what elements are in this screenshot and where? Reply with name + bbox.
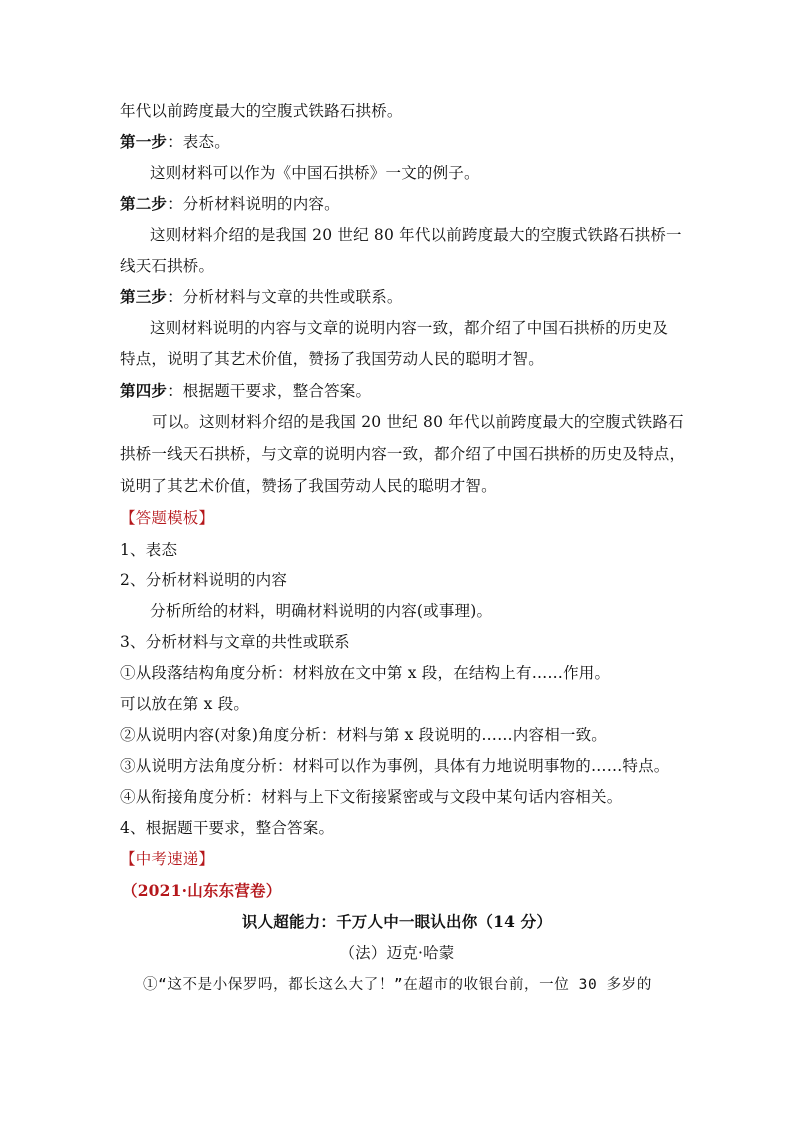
step-three-label: 第三步	[120, 287, 168, 306]
text-line: 这则材料介绍的是我国 20 世纪 80 年代以前跨度最大的空腹式铁路石拱桥一	[150, 226, 682, 244]
step-three-text: ：分析材料与文章的共性或联系。	[167, 288, 403, 306]
text-line: 特点，说明了其艺术价值，赞扬了我国劳动人民的聪明才智。	[120, 350, 544, 368]
step-one-line	[120, 132, 680, 152]
text-line: 线天石拱桥。	[120, 257, 215, 275]
template-item: 4、根据题干要求，整合答案。	[120, 819, 335, 837]
text-line: 年代以前跨度最大的空腹式铁路石拱桥。	[120, 102, 403, 120]
template-subitem: ③从说明方法角度分析：材料可以作为事例，具体有力地说明事物的……特点。	[120, 757, 670, 775]
step-one-text: ：表态。	[167, 133, 230, 151]
section-heading-template: 【答题模板】	[120, 509, 215, 527]
step-four-line	[120, 381, 680, 401]
template-item: 2、分析材料说明的内容	[120, 571, 288, 589]
exam-source: （2021·山东东营卷）	[122, 881, 282, 900]
template-item: 3、分析材料与文章的共性或联系	[120, 633, 350, 651]
template-subitem: ②从说明内容(对象)角度分析：材料与第 x 段说明的……内容相一致。	[120, 726, 607, 744]
section-heading-exam: 【中考速递】	[120, 850, 215, 868]
step-four-text: ：根据题干要求，整合答案。	[167, 382, 372, 400]
step-two-text: ：分析材料说明的内容。	[167, 195, 340, 213]
answer-line: 可以。这则材料介绍的是我国 20 世纪 80 年代以前跨度最大的空腹式铁路石	[152, 413, 684, 431]
answer-line: 说明了其艺术价值，赞扬了我国劳动人民的聪明才智。	[120, 477, 497, 495]
template-subitem: ①从段落结构角度分析：材料放在文中第 x 段，在结构上有……作用。	[120, 664, 611, 682]
text-line: 这则材料可以作为《中国石拱桥》一文的例子。	[150, 164, 480, 182]
step-two-line	[120, 194, 680, 214]
text-line: 这则材料说明的内容与文章的说明内容一致，都介绍了中国石拱桥的历史及	[150, 319, 669, 337]
answer-line: 拱桥一线天石拱桥，与文章的说明内容一致，都介绍了中国石拱桥的历史及特点，	[120, 445, 686, 463]
article-title: 识人超能力：千万人中一眼认出你（14 分）	[241, 912, 553, 931]
article-author: （法）迈克·哈蒙	[339, 944, 455, 962]
template-item: 1、表态	[120, 541, 178, 559]
step-one-label: 第一步	[120, 132, 168, 151]
article-paragraph: ①“这不是小保罗吗，都长这么大了！”在超市的收银台前，一位 30 多岁的	[143, 977, 652, 993]
template-item-detail: 分析所给的材料，明确材料说明的内容(或事理)。	[150, 602, 493, 620]
template-subitem: ④从衔接角度分析：材料与上下文衔接紧密或与文段中某句话内容相关。	[120, 788, 623, 806]
template-subitem: 可以放在第 x 段。	[120, 695, 250, 713]
step-two-label: 第二步	[120, 194, 168, 213]
step-four-label: 第四步	[120, 381, 168, 400]
step-three-line	[120, 287, 680, 307]
